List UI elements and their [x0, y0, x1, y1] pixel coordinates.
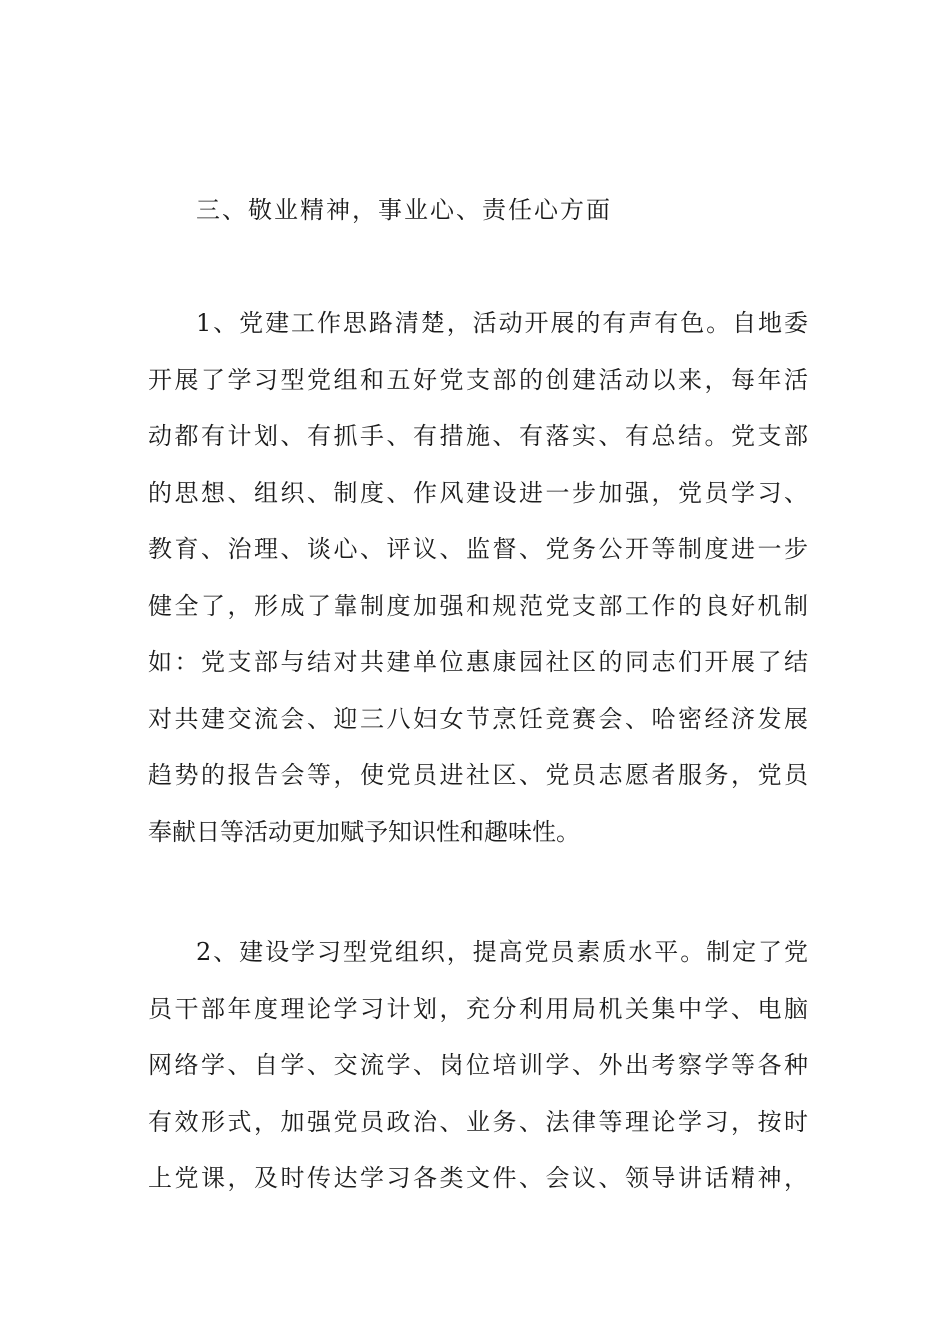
paragraph-2: [148, 924, 808, 1207]
paragraph-line: 对共建交流会、迎三八妇女节烹饪竞赛会、哈密经济发展: [148, 704, 808, 733]
paragraph-line: 如：党支部与结对共建单位惠康园社区的同志们开展了结: [148, 648, 808, 676]
paragraph-line: 教育、治理、谈心、评议、监督、党务公开等制度进一步: [148, 535, 808, 563]
paragraph-line: 网络学、自学、交流学、岗位培训学、外出考察学等各种: [148, 1051, 808, 1079]
section-heading: 三、敬业精神，事业心、责任心方面: [196, 196, 612, 224]
paragraph-line: 2、建设学习型党组织，提高党员素质水平。制定了党: [196, 938, 808, 966]
paragraph-line: 趋势的报告会等，使党员进社区、党员志愿者服务，党员: [148, 761, 808, 789]
paragraph-line: 开展了学习型党组和五好党支部的创建活动以来，每年活: [148, 365, 808, 394]
paragraph-line: 上党课，及时传达学习各类文件、会议、领导讲话精神，: [148, 1164, 808, 1192]
paragraph-line: 员干部年度理论学习计划，充分利用局机关集中学、电脑: [148, 994, 808, 1023]
paragraph-line: 动都有计划、有抓手、有措施、有落实、有总结。党支部: [148, 422, 808, 450]
paragraph-line: 健全了，形成了靠制度加强和规范党支部工作的良好机制: [148, 591, 808, 620]
paragraph-1: [148, 295, 808, 860]
paragraph-line: 的思想、组织、制度、作风建设进一步加强，党员学习、: [148, 478, 808, 507]
paragraph-line: 奉献日等活动更加赋予知识性和趣味性。: [148, 817, 580, 846]
paragraph-line: 1、党建工作思路清楚，活动开展的有声有色。自地委: [196, 309, 808, 337]
paragraph-line: 有效形式，加强党员政治、业务、法律等理论学习，按时: [148, 1107, 808, 1136]
